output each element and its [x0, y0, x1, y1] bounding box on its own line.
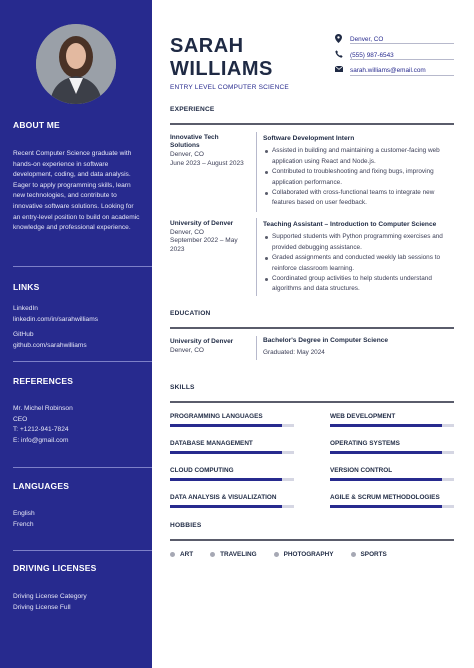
- license-item: Driving License Full: [13, 603, 71, 611]
- last-name: WILLIAMS: [170, 58, 273, 80]
- entry-divider: [256, 336, 257, 360]
- skill-bar-fill: [330, 424, 442, 427]
- bullet-list: [263, 146, 455, 208]
- list-item: Collaborated with cross-functional teams to integrate new features based on user feedback.: [263, 188, 455, 209]
- education-location: Denver, CO: [170, 347, 204, 355]
- hobby-label: ART: [180, 551, 194, 558]
- skill-bar: [330, 505, 454, 508]
- languages-section: [13, 481, 152, 491]
- links-title: LINKS: [13, 282, 40, 292]
- section-rule: [170, 327, 454, 329]
- link-label: GitHub: [13, 331, 34, 339]
- link-label: LinkedIn: [13, 305, 38, 312]
- education-org: University of Denver: [170, 338, 234, 345]
- divider: [13, 467, 152, 468]
- section-rule: [170, 539, 454, 541]
- references-section: [13, 376, 152, 386]
- degree-title: Bachelor's Degree in Computer Science: [263, 337, 389, 344]
- role-subtitle: ENTRY LEVEL COMPUTER SCIENCE: [170, 84, 289, 91]
- email-text[interactable]: sarah.williams@email.com: [350, 66, 426, 74]
- languages-title: LANGUAGES: [13, 481, 70, 491]
- skill-bar-fill: [170, 424, 282, 427]
- skill-bar: [170, 424, 294, 427]
- experience-title: EXPERIENCE: [170, 106, 215, 113]
- bullet-dot-icon: [210, 552, 215, 557]
- main-content: [152, 0, 474, 668]
- reference-phone: T: +1212-941-7824: [13, 426, 69, 434]
- about-text: Recent Computer Science graduate with hands-on experience in software development, coding, and data analysis. Eager to apply programming skills, learn new technologies, and contribute to innovative software solutions. Looking for an entry-level position to build on academic knowledge and professional experience.: [13, 150, 140, 232]
- experience-location: Denver, CO: [170, 229, 204, 237]
- language-item: French: [13, 520, 34, 528]
- section-rule: [170, 123, 454, 125]
- experience-org: University of Denver: [170, 220, 234, 227]
- hobbies-list: [170, 551, 387, 558]
- experience-meta: [170, 134, 250, 168]
- skill-bar-fill: [170, 505, 282, 508]
- licenses-section: [13, 563, 152, 573]
- skill-bar: [170, 505, 294, 508]
- entry-divider: [256, 218, 257, 296]
- experience-details: [263, 220, 455, 295]
- skill-name: VERSION CONTROL: [330, 467, 393, 474]
- skill-name: DATABASE MANAGEMENT: [170, 440, 253, 447]
- skill-bar: [170, 451, 294, 454]
- experience-dates: June 2023 – August 2023: [170, 159, 244, 167]
- bullet-dot-icon: [170, 552, 175, 557]
- hobby-label: TRAVELING: [220, 551, 257, 558]
- list-item: Graded assignments and conducted weekly lab sessions to reinforce classroom learning.: [263, 253, 455, 274]
- education-title: EDUCATION: [170, 310, 211, 317]
- skills-title: SKILLS: [170, 384, 195, 391]
- graduation-date: Graduated: May 2024: [263, 349, 325, 357]
- hobby-label: PHOTOGRAPHY: [283, 551, 334, 558]
- email-icon: [335, 66, 344, 74]
- references-list: [13, 404, 152, 446]
- skill-bar: [170, 478, 294, 481]
- links-section: [13, 282, 152, 292]
- experience-details: [263, 134, 455, 209]
- section-rule: [170, 401, 454, 403]
- experience-meta: [170, 220, 250, 254]
- entry-divider: [256, 132, 257, 212]
- skill-name: WEB DEVELOPMENT: [330, 413, 396, 420]
- reference-email: E: info@gmail.com: [13, 436, 69, 444]
- skill-bar-fill: [170, 451, 282, 454]
- contact-divider: [350, 43, 454, 44]
- languages-list: [13, 509, 152, 530]
- linkedin-link[interactable]: linkedin.com/in/sarahwilliams: [13, 315, 99, 323]
- licenses-title: DRIVING LICENSES: [13, 563, 97, 573]
- bullet-dot-icon: [351, 552, 356, 557]
- reference-name: Mr. Michel Robinson: [13, 405, 73, 412]
- skill-bar-fill: [330, 505, 442, 508]
- divider: [13, 361, 152, 362]
- skill-name: CLOUD COMPUTING: [170, 467, 234, 474]
- references-title: REFERENCES: [13, 376, 74, 386]
- education-meta: [170, 338, 256, 355]
- person-photo-icon: [36, 24, 116, 104]
- skill-bar: [330, 451, 454, 454]
- links-list: [13, 304, 152, 351]
- skill-bar: [330, 478, 454, 481]
- skill-bar-fill: [330, 478, 442, 481]
- job-title: Software Development Intern: [263, 135, 355, 142]
- license-item: Driving License Category: [13, 593, 87, 600]
- first-name: SARAH: [170, 35, 244, 57]
- experience-org: Innovative Tech Solutions: [170, 134, 219, 150]
- skill-name: DATA ANALYSIS & VISUALIZATION: [170, 494, 277, 501]
- bullet-dot-icon: [274, 552, 279, 557]
- list-item: Assisted in building and maintaining a customer-facing web application using React and Node.js.: [263, 146, 455, 167]
- hobbies-title: HOBBIES: [170, 522, 202, 529]
- skill-bar: [330, 424, 454, 427]
- list-item: [210, 551, 256, 558]
- about-section: [13, 120, 152, 130]
- hobby-label: SPORTS: [360, 551, 387, 558]
- skill-name: AGILE & SCRUM METHODOLOGIES: [330, 494, 440, 501]
- skill-bar-fill: [170, 478, 282, 481]
- contact-divider: [350, 75, 454, 76]
- contact-divider: [350, 59, 454, 60]
- list-item: [274, 551, 334, 558]
- reference-role: CEO: [13, 415, 28, 423]
- list-item: Coordinated group activities to help students understand algorithms and data structures.: [263, 274, 455, 295]
- divider: [13, 550, 152, 551]
- experience-location: Denver, CO: [170, 151, 204, 159]
- skill-bar-fill: [330, 451, 442, 454]
- bullet-list: [263, 232, 455, 294]
- location-pin-icon: [335, 34, 344, 45]
- licenses-list: [13, 592, 152, 613]
- phone-icon: [335, 50, 344, 60]
- skill-name: PROGRAMMING LANGUAGES: [170, 413, 263, 420]
- education-details: [263, 336, 455, 359]
- avatar: [36, 24, 116, 104]
- list-item: Contributed to troubleshooting and fixing bugs, improving application performance.: [263, 167, 455, 188]
- language-item: English: [13, 510, 35, 517]
- sidebar: [0, 0, 152, 668]
- contact-email: [335, 66, 426, 74]
- location-text: Denver, CO: [350, 36, 384, 43]
- job-title: Teaching Assistant – Introduction to Computer Science: [263, 221, 437, 228]
- divider: [13, 266, 152, 267]
- github-link[interactable]: github.com/sarahwilliams: [13, 341, 87, 349]
- about-title: ABOUT ME: [13, 120, 60, 130]
- phone-text: (555) 987-6543: [350, 51, 394, 59]
- list-item: [351, 551, 387, 558]
- name-heading: [170, 35, 273, 81]
- experience-dates: September 2022 – May 2023: [170, 237, 238, 253]
- list-item: Supported students with Python programming exercises and provided debugging assistance.: [263, 232, 455, 253]
- list-item: [170, 551, 193, 558]
- skill-name: OPERATING SYSTEMS: [330, 440, 400, 447]
